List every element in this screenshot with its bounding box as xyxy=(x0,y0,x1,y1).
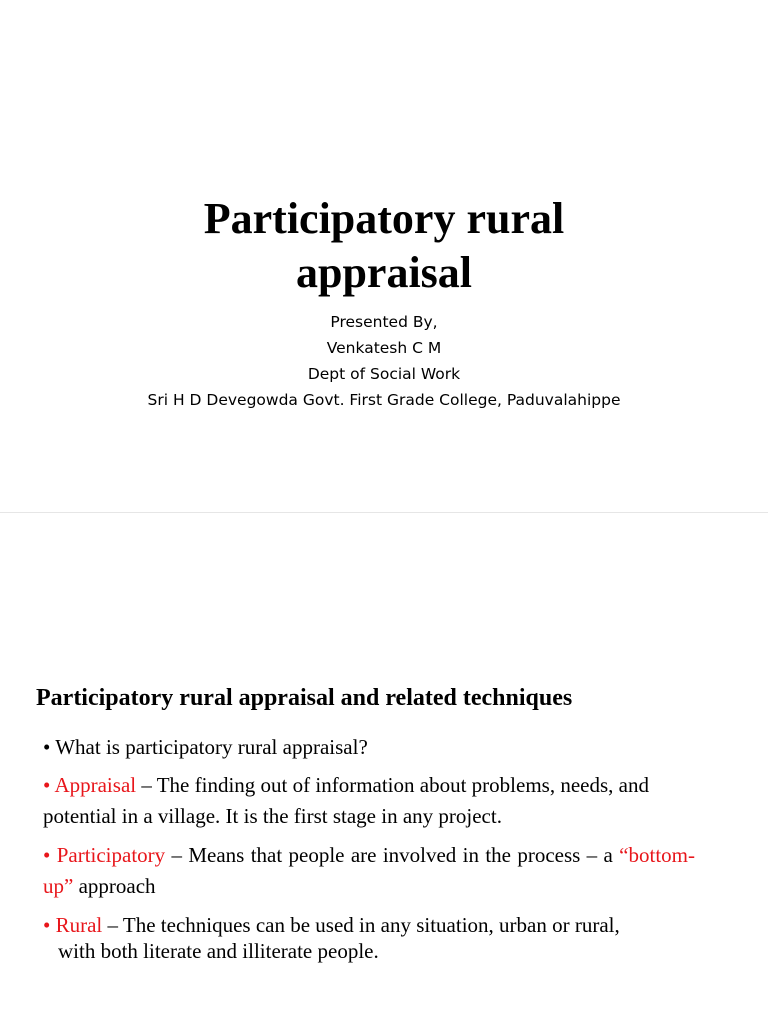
bullet-item-participatory xyxy=(43,840,695,902)
college-name: Sri H D Devegowda Govt. First Grade College, Paduvalahippe xyxy=(147,391,621,409)
presenter-name: Venkatesh C M xyxy=(326,339,442,357)
bullet-continuation: with both literate and illiterate people. xyxy=(58,939,379,963)
bullet-item-appraisal xyxy=(43,770,695,832)
bullet-text: – The techniques can be used in any situation, urban or rural, xyxy=(102,913,620,937)
bullet-text: – Means that people are involved in the process – a xyxy=(165,843,620,867)
bullet-term: Rural xyxy=(55,913,103,937)
slide-title xyxy=(0,192,768,300)
presenter-info xyxy=(0,309,768,413)
bullet-text: What is participatory rural appraisal? xyxy=(55,735,368,759)
slide-title-line-2: appraisal xyxy=(295,248,473,297)
bullet-term: Participatory xyxy=(56,843,166,867)
bullet-marker: • xyxy=(43,843,51,867)
bullet-item-rural xyxy=(43,912,695,964)
presented-by-label: Presented By, xyxy=(330,313,438,331)
bullet-marker: • xyxy=(43,913,51,937)
bullet-term: Appraisal xyxy=(54,773,137,797)
bullet-text: – The finding out of information about problems, needs, and potential in a village. It is the first stage in any project. xyxy=(43,773,649,828)
bullet-marker: • xyxy=(43,735,51,759)
bullet-marker: • xyxy=(43,773,51,797)
bullet-item-question xyxy=(43,732,695,762)
slide-title-line-1: Participatory rural xyxy=(203,194,565,243)
bullet-tail: approach xyxy=(73,874,156,898)
bullet-quote: “bottom-up” xyxy=(43,843,695,898)
content-heading: Participatory rural appraisal and related techniques xyxy=(36,685,573,711)
department-name: Dept of Social Work xyxy=(307,365,461,383)
